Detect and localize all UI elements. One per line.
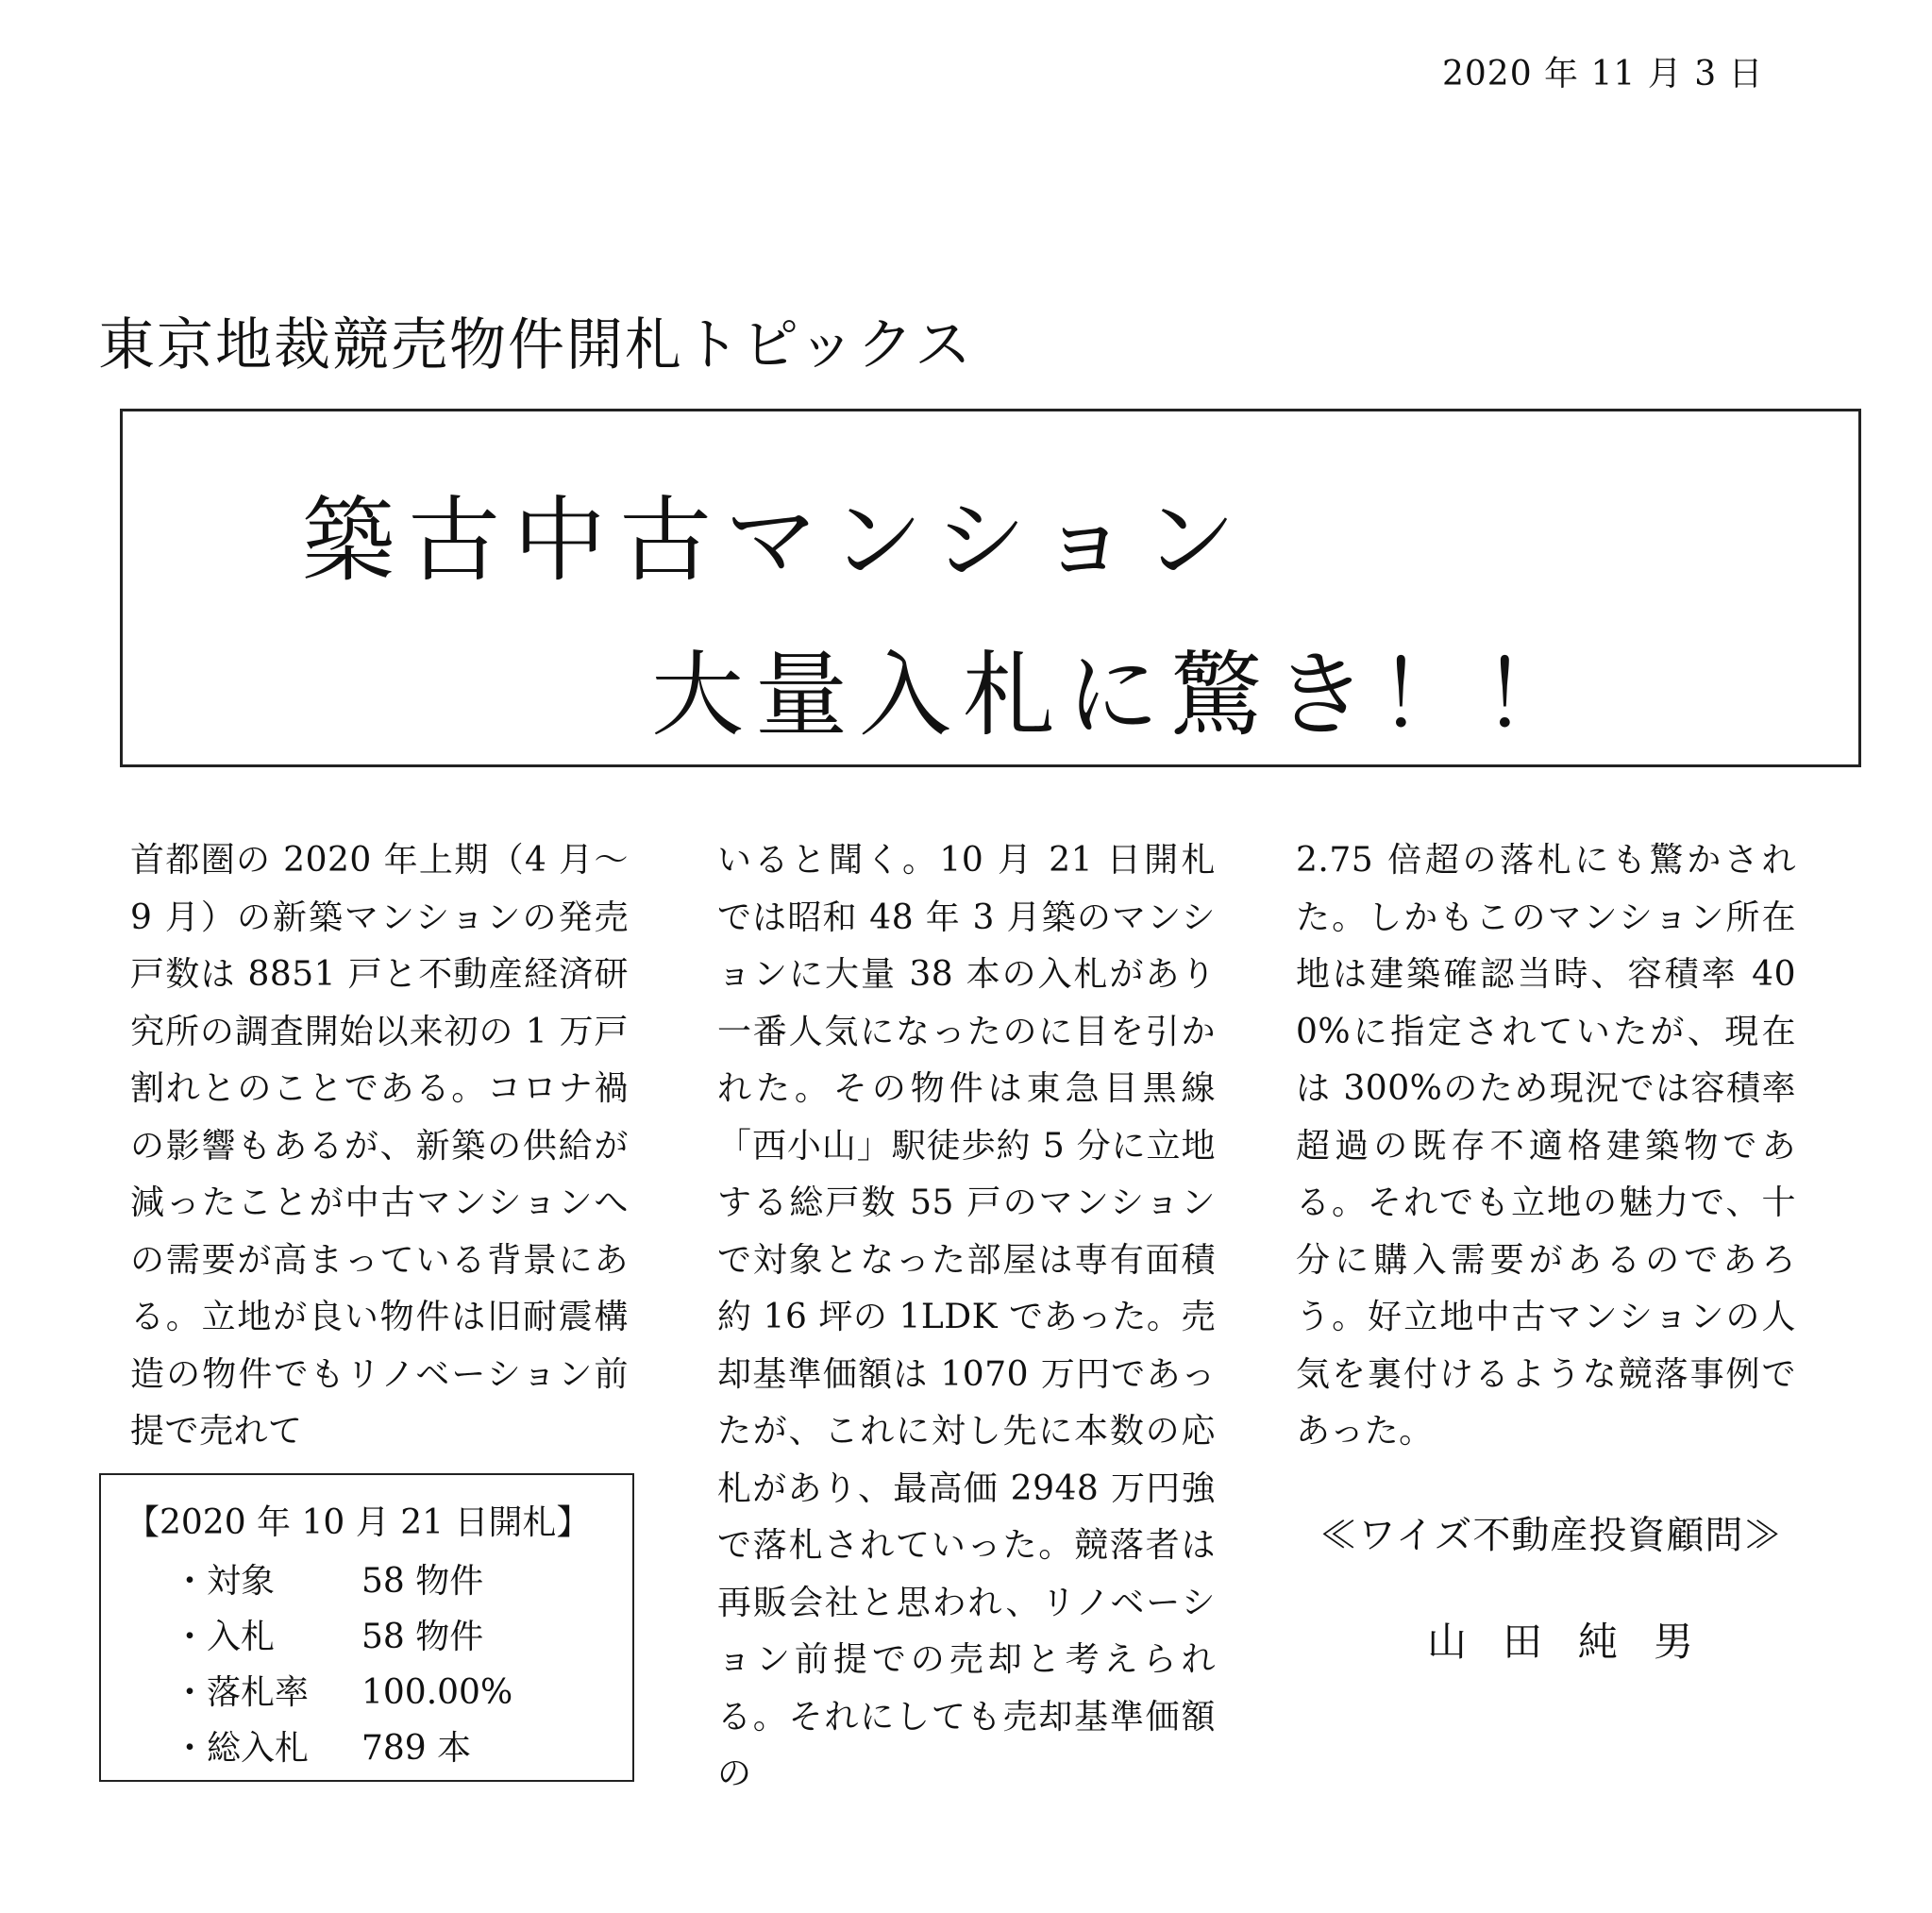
summary-label: ・対象 — [173, 1562, 276, 1601]
summary-label: ・総入札 — [173, 1729, 310, 1768]
summary-value: 789 本 — [361, 1729, 472, 1768]
author-company: ≪ワイズ不動産投資顧問≫ — [1319, 1514, 1783, 1557]
summary-label: ・落札率 — [173, 1673, 310, 1712]
summary-label: ・入札 — [173, 1618, 276, 1656]
auction-summary-box — [99, 1473, 634, 1782]
summary-value: 58 物件 — [361, 1562, 484, 1601]
section-title: 東京地裁競売物件開札トピックス — [98, 312, 973, 378]
summary-row-award-rate — [173, 1666, 512, 1714]
headline-line-1: 築古中古マンション — [302, 487, 1250, 595]
summary-value: 58 物件 — [361, 1618, 484, 1656]
author-name: 山田純男 — [1427, 1619, 1730, 1665]
article-column-1: 首都圏の 2020 年上期（4 月～9 月）の新築マンションの発売戸数は 8851 戸と不動産経済研究所の調査開始以来初の 1 万戸割れとのことである。コロナ禍の影響もあるが、新築の供給が減ったことが中古マンションへの需要が高まっている背景にある。立地が良い物件は旧耐震構造の物件でもリノベーション前提で売れて — [130, 841, 629, 1451]
summary-heading: 【2020 年 10 月 21 日開札】 — [126, 1503, 591, 1542]
headline-box — [120, 409, 1861, 767]
summary-row-total-bids — [173, 1721, 471, 1770]
headline-line-2: 大量入札に驚き！！ — [651, 642, 1587, 749]
article-column-3: 2.75 倍超の落札にも驚かされた。しかもこのマンション所在地は建築確認当時、容積率 400%に指定されていたが、現在は 300%のため現況では容積率超過の既存不適格建築物である。それでも立地の魅力で、十分に購入需要があるのであろう。好立地中古マンションの人気を裏付けるような競落事例であった。 — [1296, 841, 1796, 1451]
article-column-2: いると聞く。10 月 21 日開札では昭和 48 年 3 月築のマンションに大量 38 本の入札があり一番人気になったのに目を引かれた。その物件は東急目黒線「西小山」駅徒歩約 5 分に立地する総戸数 55 戸のマンションで対象となった部屋は専有面積約 16 坪の 1LDK であった。売却基準価額は 1070 万円であったが、これに対し先に本数の応札があり、最高価 2948 万円強で落札されていった。競落者は再販会社と思われ、リノベーション前提での売却と考えられる。それにしても売却基準価額の — [717, 841, 1216, 1793]
summary-value: 100.00% — [361, 1673, 513, 1712]
summary-row-target — [173, 1554, 483, 1603]
summary-row-bids — [173, 1610, 483, 1658]
publication-date: 2020 年 11 月 3 日 — [1442, 55, 1764, 93]
